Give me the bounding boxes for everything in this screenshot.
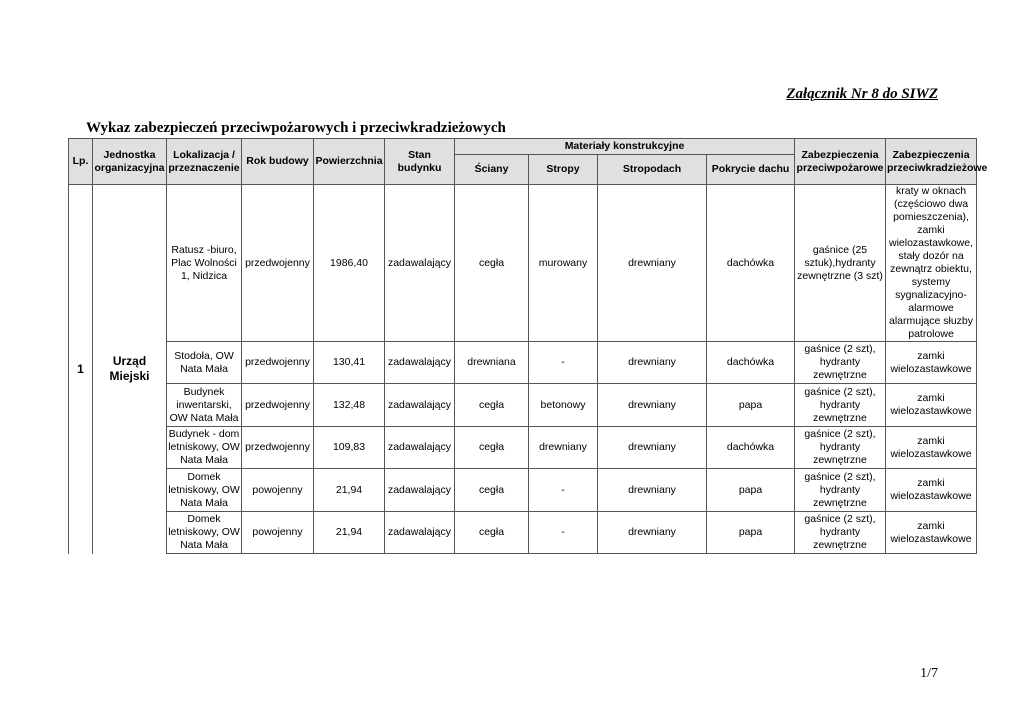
cell-roofing: papa — [707, 469, 795, 512]
page-number: 1/7 — [920, 666, 938, 681]
cell-fire: gaśnice (2 szt), hydranty zewnętrzne — [795, 469, 886, 512]
cell-fire: gaśnice (25 sztuk),hydranty zewnętrzne (3 szt) — [795, 185, 886, 342]
header-unit: Jednostka organizacyjna — [93, 139, 167, 185]
cell-walls: cegła — [455, 185, 529, 342]
header-year: Rok budowy — [242, 139, 314, 185]
cell-walls: cegła — [455, 427, 529, 469]
header-materials: Materiały konstrukcyjne — [455, 139, 795, 155]
header-area: Powierzchnia — [314, 139, 385, 185]
cell-year: powojenny — [242, 512, 314, 554]
cell-ceilings: betonowy — [529, 384, 598, 427]
cell-year: przedwojenny — [242, 384, 314, 427]
cell-year: przedwojenny — [242, 427, 314, 469]
cell-theft: kraty w oknach (częściowo dwa pomieszczenia), zamki wielozastawkowe, stały dozór na zewnątrz obiektu, systemy sygnalizacyjno-alarmowe alarmujące słuzby patrolowe — [886, 185, 977, 342]
cell-theft: zamki wielozastawkowe — [886, 384, 977, 427]
cell-location: Budynek inwentarski, OW Nata Mała — [167, 384, 242, 427]
cell-walls: cegła — [455, 469, 529, 512]
cell-theft: zamki wielozastawkowe — [886, 342, 977, 384]
cell-year: przedwojenny — [242, 342, 314, 384]
group-unit: Urząd Miejski — [93, 185, 167, 554]
cell-condition: zadawalający — [385, 185, 455, 342]
header-condition: Stan budynku — [385, 139, 455, 185]
cell-roof-structure: drewniany — [598, 342, 707, 384]
cell-ceilings: - — [529, 342, 598, 384]
cell-roof-structure: drewniany — [598, 384, 707, 427]
cell-area: 109,83 — [314, 427, 385, 469]
header-roofing: Pokrycie dachu — [707, 155, 795, 185]
header-fire: Zabezpieczenia przeciwpożarowe — [795, 139, 886, 185]
cell-theft: zamki wielozastawkowe — [886, 469, 977, 512]
cell-area: 1986,40 — [314, 185, 385, 342]
cell-walls: drewniana — [455, 342, 529, 384]
document-title: Wykaz zabezpieczeń przeciwpożarowych i przeciwkradzieżowych — [86, 120, 506, 136]
cell-roofing: papa — [707, 384, 795, 427]
security-table — [68, 138, 988, 554]
group-lp: 1 — [69, 185, 93, 554]
cell-area: 132,48 — [314, 384, 385, 427]
cell-roofing: papa — [707, 512, 795, 554]
cell-year: powojenny — [242, 469, 314, 512]
cell-condition: zadawalający — [385, 384, 455, 427]
cell-area: 130,41 — [314, 342, 385, 384]
cell-roofing: dachówka — [707, 342, 795, 384]
cell-area: 21,94 — [314, 469, 385, 512]
cell-fire: gaśnice (2 szt), hydranty zewnętrzne — [795, 342, 886, 384]
cell-location: Domek letniskowy, OW Nata Mała — [167, 469, 242, 512]
cell-fire: gaśnice (2 szt), hydranty zewnętrzne — [795, 427, 886, 469]
cell-roof-structure: drewniany — [598, 512, 707, 554]
cell-roofing: dachówka — [707, 427, 795, 469]
cell-fire: gaśnice (2 szt), hydranty zewnętrzne — [795, 512, 886, 554]
cell-location: Budynek - dom letniskowy, OW Nata Mała — [167, 427, 242, 469]
cell-walls: cegła — [455, 512, 529, 554]
cell-theft: zamki wielozastawkowe — [886, 512, 977, 554]
cell-theft: zamki wielozastawkowe — [886, 427, 977, 469]
cell-ceilings: - — [529, 469, 598, 512]
cell-area: 21,94 — [314, 512, 385, 554]
header-theft: Zabezpieczenia przeciwkradzieżowe — [886, 139, 977, 185]
header-ceilings: Stropy — [529, 155, 598, 185]
cell-condition: zadawalający — [385, 512, 455, 554]
cell-location: Stodoła, OW Nata Mała — [167, 342, 242, 384]
header-walls: Ściany — [455, 155, 529, 185]
cell-condition: zadawalający — [385, 427, 455, 469]
cell-fire: gaśnice (2 szt), hydranty zewnętrzne — [795, 384, 886, 427]
header-location: Lokalizacja / przeznaczenie — [167, 139, 242, 185]
cell-ceilings: drewniany — [529, 427, 598, 469]
cell-location: Domek letniskowy, OW Nata Mała — [167, 512, 242, 554]
cell-roof-structure: drewniany — [598, 469, 707, 512]
cell-location: Ratusz -biuro, Plac Wolności 1, Nidzica — [167, 185, 242, 342]
cell-condition: zadawalający — [385, 342, 455, 384]
header-roof-structure: Stropodach — [598, 155, 707, 185]
cell-walls: cegła — [455, 384, 529, 427]
cell-roof-structure: drewniany — [598, 427, 707, 469]
cell-condition: zadawalający — [385, 469, 455, 512]
cell-year: przedwojenny — [242, 185, 314, 342]
cell-ceilings: murowany — [529, 185, 598, 342]
annex-label: Załącznik Nr 8 do SIWZ — [786, 86, 938, 102]
cell-roof-structure: drewniany — [598, 185, 707, 342]
cell-ceilings: - — [529, 512, 598, 554]
cell-roofing: dachówka — [707, 185, 795, 342]
header-lp: Lp. — [69, 139, 93, 185]
